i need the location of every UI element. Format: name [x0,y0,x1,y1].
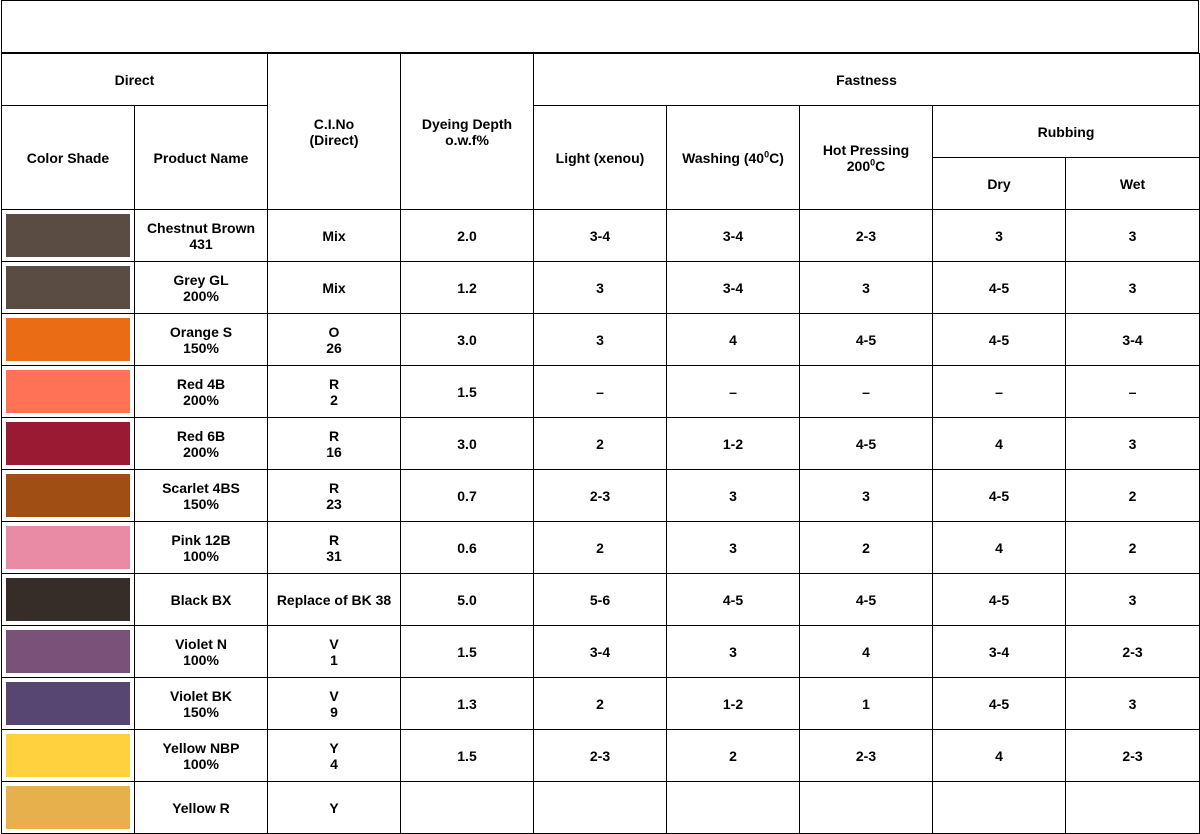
color-swatch [6,578,130,621]
color-shade-cell [2,314,135,366]
hot-pressing-value: 4-5 [800,314,933,366]
ci-no-cell [268,470,401,522]
rubbing-dry-value: 4 [933,522,1066,574]
light-value: 2 [534,522,667,574]
header-hot-pressing [800,106,933,210]
rubbing-dry-value [933,782,1066,834]
dyeing-depth-value: 3.0 [401,314,534,366]
color-shade-cell [2,262,135,314]
product-name: Pink 12B [171,531,231,548]
product-name-cell [135,626,268,678]
hot-pressing-value: 4-5 [800,574,933,626]
color-swatch [6,786,130,829]
ci-no-value: Replace of BK 38 [276,591,392,608]
ci-no-value: Mix [322,279,346,296]
dyeing-depth-value: 2.0 [401,210,534,262]
light-value: 3 [534,262,667,314]
ci-no-number: 16 [326,443,342,460]
color-shade-cell [2,210,135,262]
header-dry: Dry [933,158,1066,210]
fastness-table [1,53,1200,834]
washing-value: 3-4 [667,262,800,314]
product-strength: 200% [183,287,219,304]
washing-value: 4-5 [667,574,800,626]
washing-value: 3 [667,470,800,522]
product-name: Scarlet 4BS [162,479,240,496]
ci-no-cell [268,782,401,834]
dyeing-depth-value: 1.3 [401,678,534,730]
color-swatch [6,630,130,673]
product-strength: 100% [183,547,219,564]
header-hot-degree: 0 [870,156,876,167]
product-name: Black BX [170,591,232,608]
ci-no-number: 9 [330,703,338,720]
header-product-name: Product Name [135,106,268,210]
rubbing-dry-value: 4-5 [933,470,1066,522]
product-name-cell [135,574,268,626]
product-name-cell [135,678,268,730]
washing-value: 3-4 [667,210,800,262]
washing-value [667,782,800,834]
color-shade-cell [2,366,135,418]
dyeing-depth-value: 1.5 [401,366,534,418]
rubbing-dry-value: 4 [933,418,1066,470]
dyeing-depth-value [401,782,534,834]
ci-no-value: O [328,323,340,340]
ci-no-value: V [329,635,339,652]
washing-value: 2 [667,730,800,782]
rubbing-wet-value: 3 [1066,574,1200,626]
ci-no-number: 26 [326,339,342,356]
product-name: Violet BK [170,687,232,704]
header-direct: Direct [2,54,268,106]
table-row [2,470,1200,522]
rubbing-dry-value: – [933,366,1066,418]
color-shade-cell [2,782,135,834]
color-shade-cell [2,470,135,522]
product-name: Red 4B [176,375,226,392]
table-row [2,262,1200,314]
table-row [2,366,1200,418]
hot-pressing-value: 4-5 [800,418,933,470]
light-value: – [534,366,667,418]
rubbing-wet-value: 2-3 [1066,626,1200,678]
product-name-cell [135,366,268,418]
product-name: Yellow R [172,799,230,816]
ci-no-value: Y [329,799,339,816]
rubbing-wet-value: 2-3 [1066,730,1200,782]
header-ci-no-line2: (Direct) [309,131,359,148]
header-depth-line2: o.w.f% [445,131,489,148]
product-name: Violet N [175,635,227,652]
light-value: 5-6 [534,574,667,626]
color-swatch [6,422,130,465]
dyeing-depth-value: 3.0 [401,418,534,470]
table-row [2,314,1200,366]
rubbing-wet-value: 2 [1066,522,1200,574]
hot-pressing-value: 3 [800,262,933,314]
header-ci-no [268,54,401,210]
ci-no-cell [268,678,401,730]
ci-no-number: 4 [330,755,338,772]
color-shade-cell [2,626,135,678]
table-row [2,210,1200,262]
dyeing-depth-value: 1.5 [401,626,534,678]
ci-no-number: 2 [330,391,338,408]
header-wet: Wet [1066,158,1200,210]
header-washing-suffix: C) [769,149,784,166]
color-swatch [6,526,130,569]
rubbing-dry-value: 4-5 [933,574,1066,626]
product-strength: 431 [189,235,213,252]
dyeing-depth-value: 0.6 [401,522,534,574]
rubbing-wet-value: – [1066,366,1200,418]
rubbing-dry-value: 4 [933,730,1066,782]
header-washing [667,106,800,210]
product-name: Red 6B [176,427,226,444]
ci-no-cell [268,366,401,418]
product-strength: 200% [183,443,219,460]
rubbing-dry-value: 3 [933,210,1066,262]
table-row [2,626,1200,678]
ci-no-cell [268,522,401,574]
rubbing-wet-value [1066,782,1200,834]
ci-no-number: 1 [330,651,338,668]
color-shade-cell [2,678,135,730]
header-washing-degree: 0 [764,148,770,159]
ci-no-cell [268,418,401,470]
header-rubbing: Rubbing [933,106,1200,158]
header-color-shade: Color Shade [2,106,135,210]
color-swatch [6,370,130,413]
rubbing-dry-value: 4-5 [933,678,1066,730]
product-name-cell [135,314,268,366]
product-strength: 150% [183,703,219,720]
light-value: 2-3 [534,730,667,782]
header-hot-line2 [800,158,932,174]
table-row [2,574,1200,626]
product-name: Orange S [169,323,233,340]
rubbing-wet-value: 2 [1066,470,1200,522]
table-row [2,678,1200,730]
product-name-cell [135,522,268,574]
header-hot-suffix: C [875,157,886,174]
ci-no-cell [268,314,401,366]
hot-pressing-value: – [800,366,933,418]
ci-no-value: V [329,687,339,704]
header-hot-prefix: 200 [846,157,871,174]
product-strength: 150% [183,495,219,512]
ci-no-cell [268,626,401,678]
product-name-cell [135,782,268,834]
ci-no-value: Mix [322,227,346,244]
ci-no-value: R [328,375,340,392]
table-row [2,782,1200,834]
hot-pressing-value: 4 [800,626,933,678]
hot-pressing-value [800,782,933,834]
light-value: 3-4 [534,210,667,262]
color-swatch [6,214,130,257]
rubbing-dry-value: 3-4 [933,626,1066,678]
washing-value: – [667,366,800,418]
ci-no-value: R [328,427,340,444]
dyeing-depth-value: 5.0 [401,574,534,626]
light-value: 3 [534,314,667,366]
washing-value: 1-2 [667,418,800,470]
color-swatch [6,734,130,777]
ci-no-cell [268,210,401,262]
color-shade-cell [2,522,135,574]
hot-pressing-value: 2 [800,522,933,574]
hot-pressing-value: 2-3 [800,730,933,782]
title-bar [1,0,1199,53]
header-depth-line1: Dyeing Depth [421,115,513,132]
washing-value: 4 [667,314,800,366]
color-swatch [6,474,130,517]
product-strength: 100% [183,651,219,668]
dyeing-depth-value: 1.5 [401,730,534,782]
header-ci-no-line1: C.I.No [313,115,355,132]
ci-no-value: R [328,479,340,496]
rubbing-wet-value: 3 [1066,418,1200,470]
ci-no-number: 23 [326,495,342,512]
product-name-cell [135,730,268,782]
product-name: Grey GL [173,271,229,288]
header-fastness: Fastness [534,54,1200,106]
light-value: 2 [534,678,667,730]
table-row [2,418,1200,470]
table-row [2,730,1200,782]
ci-no-number: 31 [326,547,342,564]
hot-pressing-value: 1 [800,678,933,730]
light-value: 2 [534,418,667,470]
product-name-cell [135,210,268,262]
color-shade-cell [2,574,135,626]
product-name: Chestnut Brown [146,219,256,236]
rubbing-dry-value: 4-5 [933,314,1066,366]
header-light: Light (xenou) [534,106,667,210]
product-strength: 100% [183,755,219,772]
product-strength: 200% [183,391,219,408]
hot-pressing-value: 2-3 [800,210,933,262]
product-name-cell [135,470,268,522]
light-value: 3-4 [534,626,667,678]
washing-value: 3 [667,522,800,574]
header-washing-prefix: Washing (40 [682,149,765,166]
color-shade-cell [2,418,135,470]
color-shade-cell [2,730,135,782]
product-name-cell [135,262,268,314]
ci-no-cell [268,574,401,626]
dyeing-depth-value: 0.7 [401,470,534,522]
color-swatch [6,682,130,725]
rubbing-wet-value: 3-4 [1066,314,1200,366]
washing-value: 1-2 [667,678,800,730]
color-swatch [6,318,130,361]
light-value: 2-3 [534,470,667,522]
ci-no-value: Y [329,739,339,756]
product-name-cell [135,418,268,470]
washing-value: 3 [667,626,800,678]
product-strength: 150% [183,339,219,356]
product-name: Yellow NBP [162,739,240,756]
hot-pressing-value: 3 [800,470,933,522]
ci-no-cell [268,730,401,782]
rubbing-wet-value: 3 [1066,210,1200,262]
rubbing-wet-value: 3 [1066,262,1200,314]
header-dyeing-depth [401,54,534,210]
ci-no-value: R [328,531,340,548]
rubbing-dry-value: 4-5 [933,262,1066,314]
header-hot-line1: Hot Pressing [822,141,910,158]
dyeing-depth-value: 1.2 [401,262,534,314]
rubbing-wet-value: 3 [1066,678,1200,730]
color-swatch [6,266,130,309]
light-value [534,782,667,834]
ci-no-cell [268,262,401,314]
table-row [2,522,1200,574]
